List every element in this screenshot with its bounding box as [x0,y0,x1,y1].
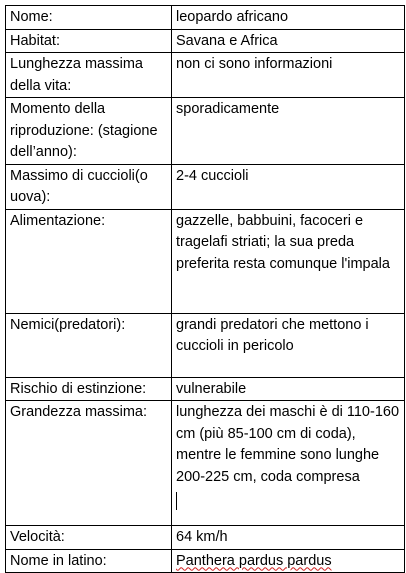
row-value-nome-latino [172,549,405,573]
table-row [6,526,405,550]
row-value-riproduzione: sporadicamente [172,98,405,165]
row-label-cuccioli: Massimo di cuccioli(o uova): [6,164,172,209]
row-value-habitat: Savana e Africa [172,29,405,53]
row-label-nemici: Nemici(predatori): [6,313,172,377]
row-value-rischio: vulnerabile [172,377,405,401]
spellcheck-underlined-text: Panthera pardus pardus [176,552,332,569]
document-page [5,5,404,573]
row-label-riproduzione: Momento della riproduzione: (stagione dell’anno): [6,98,172,165]
table-row [6,6,405,30]
table-row [6,401,405,526]
row-label-grandezza: Grandezza massima: [6,401,172,526]
table-row [6,98,405,165]
row-value-velocita: 64 km/h [172,526,405,550]
row-label-nome: Nome: [6,6,172,30]
table-row [6,549,405,573]
row-label-alimentazione: Alimentazione: [6,209,172,313]
row-value-alimentazione: gazzelle, babbuini, facoceri e tragelafi striati; la sua preda preferita resta comunque l'impala [172,209,405,313]
text-cursor [176,492,177,510]
grandezza-text: lunghezza dei maschi è di 110-160 cm (più 85-100 cm di coda), mentre le femmine sono lunghe 200-225 cm, coda compresa [176,404,400,485]
animal-info-table [5,5,405,573]
table-row [6,377,405,401]
row-label-nome-latino: Nome in latino: [6,549,172,573]
row-value-cuccioli: 2-4 cuccioli [172,164,405,209]
table-row [6,313,405,377]
table-row [6,53,405,98]
row-value-grandezza [172,401,405,526]
row-value-nome: leopardo africano [172,6,405,30]
table-row [6,209,405,313]
row-label-lunghezza-vita: Lunghezza massima della vita: [6,53,172,98]
row-label-habitat: Habitat: [6,29,172,53]
row-label-velocita: Velocità: [6,526,172,550]
table-row [6,164,405,209]
table-row [6,29,405,53]
row-value-nemici: grandi predatori che mettono i cuccioli in pericolo [172,313,405,377]
row-value-lunghezza-vita: non ci sono informazioni [172,53,405,98]
row-label-rischio: Rischio di estinzione: [6,377,172,401]
